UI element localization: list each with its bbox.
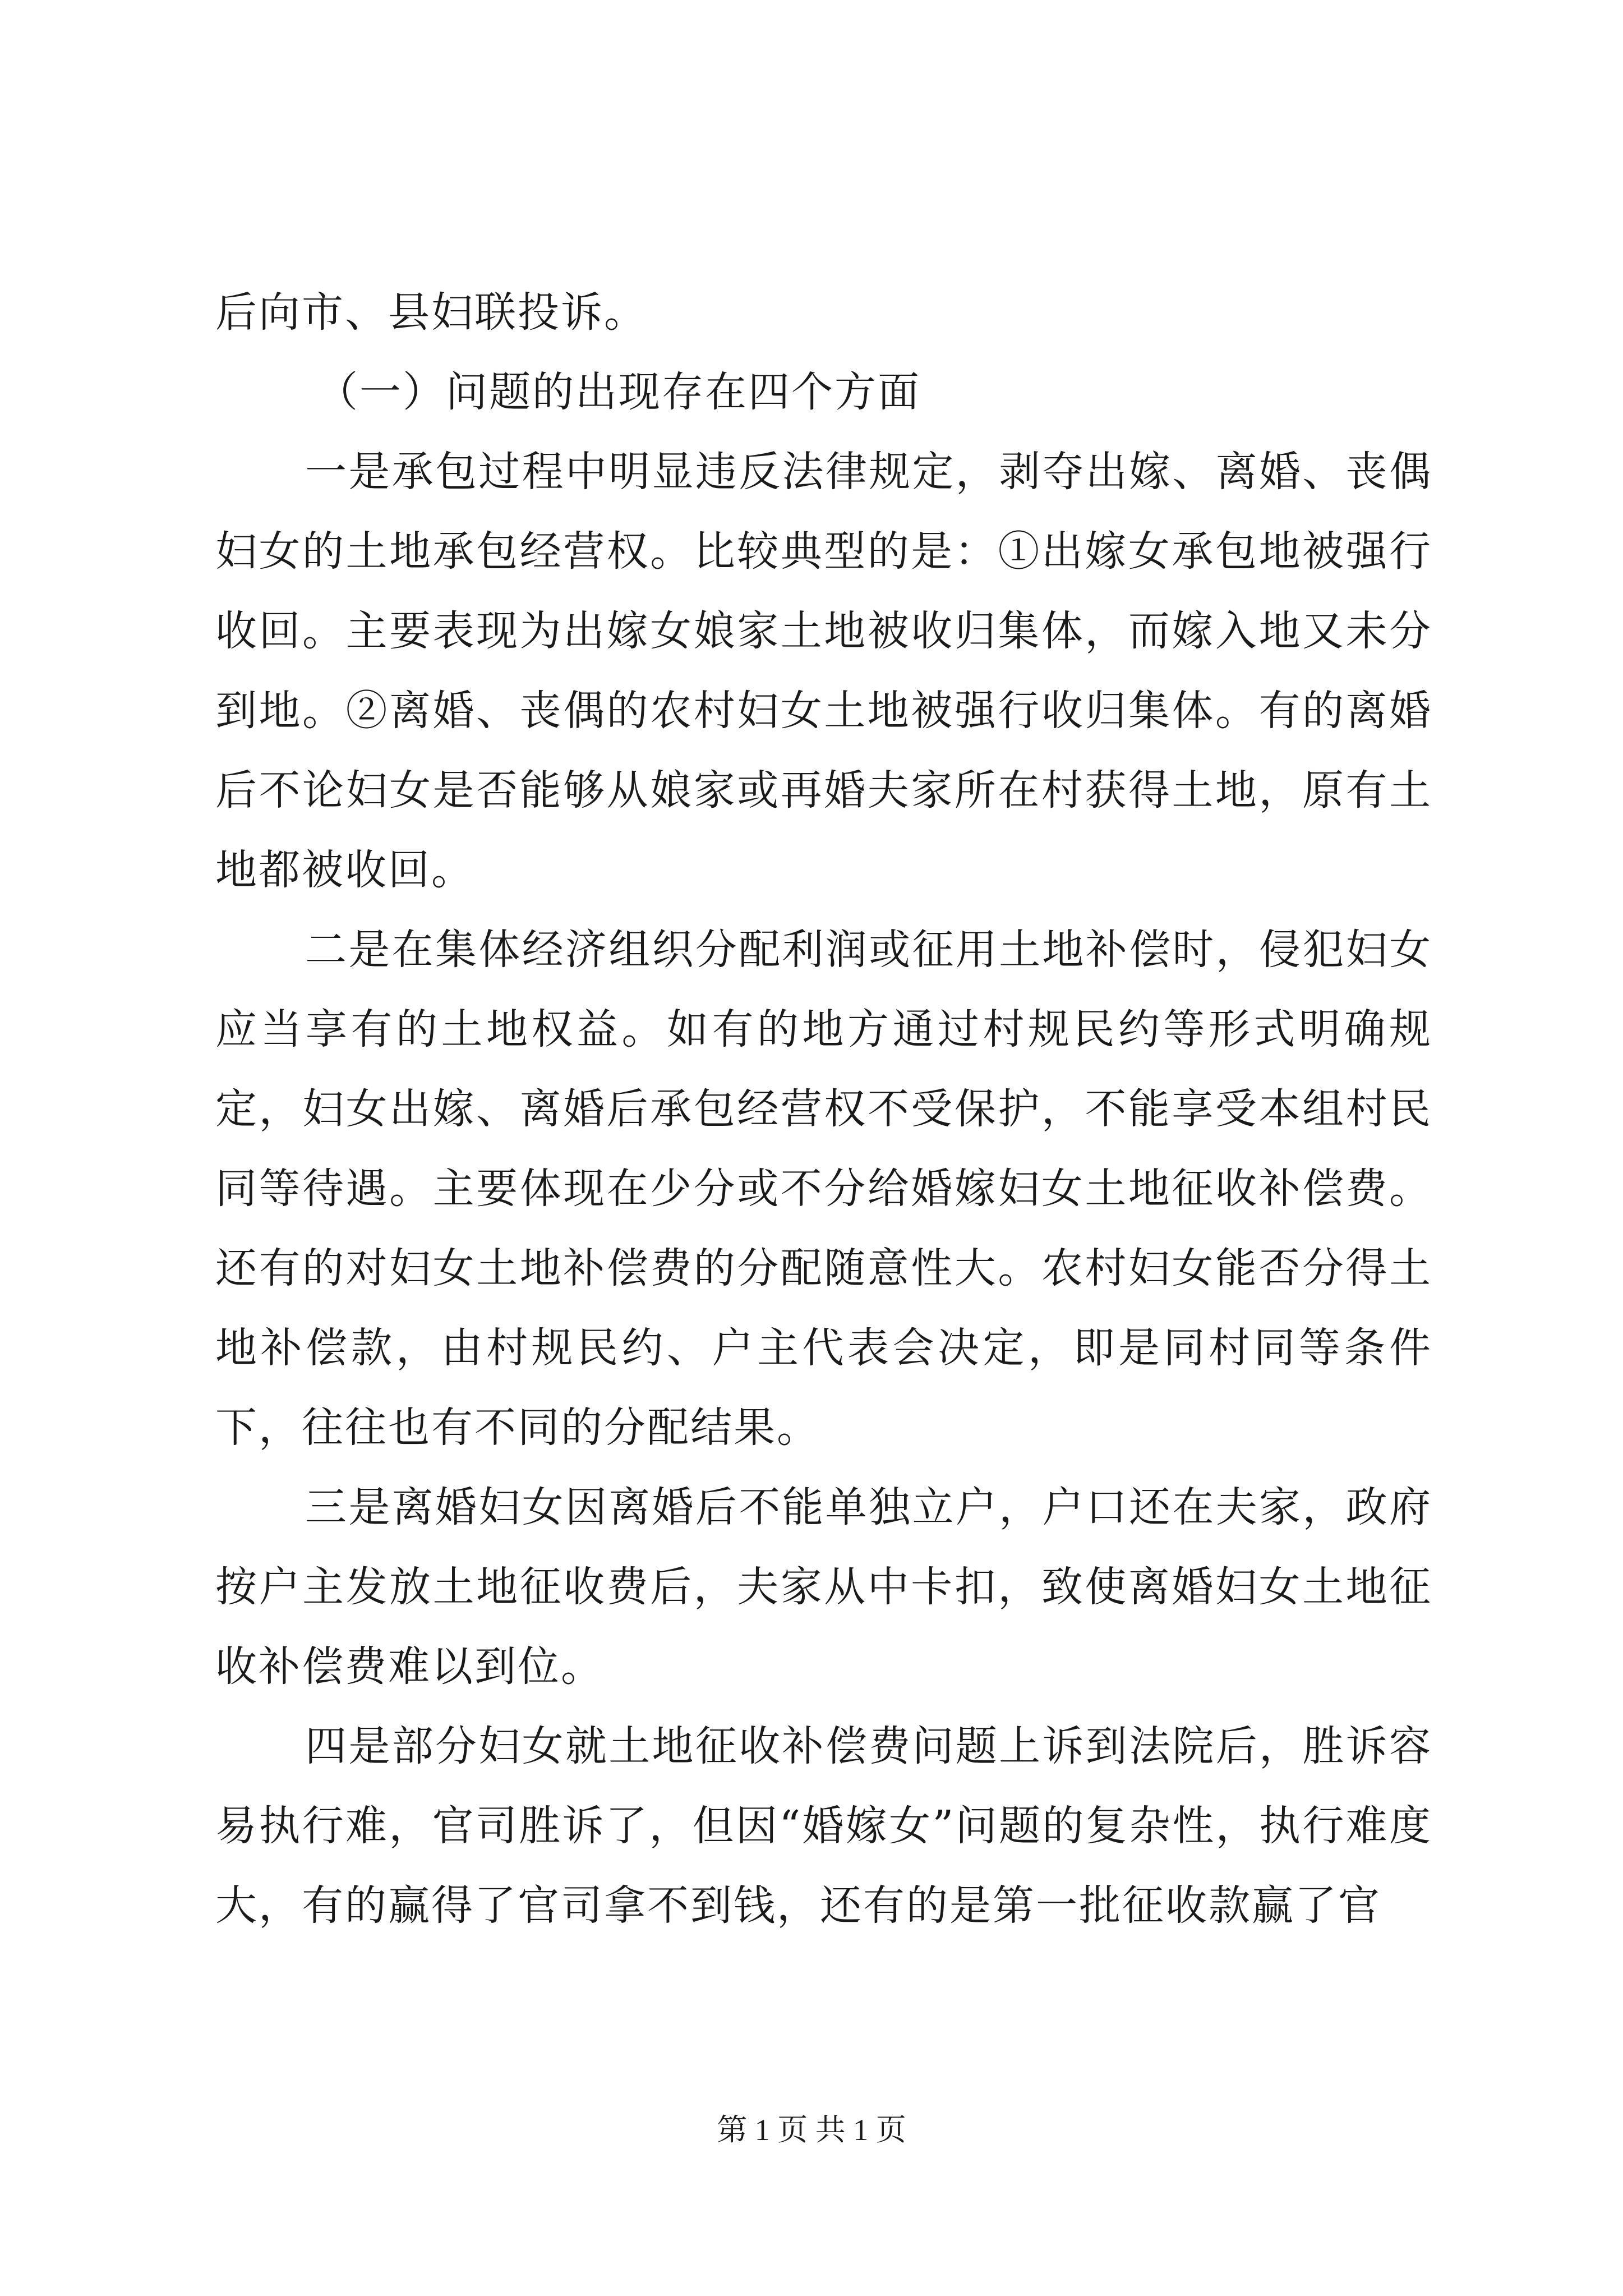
page-number-footer: 第 1 页 共 1 页 [717, 2113, 906, 2147]
paragraph-point-four: 四是部分妇女就土地征收补偿费问题上诉到法院后，胜诉容易执行难，官司胜诉了，但因“婚嫁女”问题的复杂性，执行难度大，有的赢得了官司拿不到钱，还有的是第一批征收款赢了官 [215, 1722, 1432, 1930]
section-heading: （一）问题的出现存在四个方面 [316, 368, 921, 416]
document-body [215, 273, 1432, 1945]
paragraph-point-two: 二是在集体经济组织分配利润或征用土地补偿时，侵犯妇女应当享有的土地权益。如有的地方通过村规民约等形式明确规定，妇女出嫁、离婚后承包经营权不受保护，不能享受本组村民同等待遇。主要体现在少分或不分给婚嫁妇女土地征收补偿费。还有的对妇女土地补偿费的分配随意性大。农村妇女能否分得土地补偿款，由村规民约、户主代表会决定，即是同村同等条件下，往往也有不同的分配结果。 [215, 926, 1432, 1452]
paragraph-point-three: 三是离婚妇女因离婚后不能单独立户，户口还在夫家，政府按户主发放土地征收费后，夫家从中卡扣，致使离婚妇女土地征收补偿费难以到位。 [215, 1483, 1432, 1691]
paragraph-point-one: 一是承包过程中明显违反法律规定，剥夺出嫁、离婚、丧偶妇女的土地承包经营权。比较典型的是：①出嫁女承包地被强行收回。主要表现为出嫁女娘家土地被收归集体，而嫁入地又未分到地。②离婚、丧偶的农村妇女土地被强行收归集体。有的离婚后不论妇女是否能够从娘家或再婚夫家所在村获得土地，原有土地都被收回。 [215, 448, 1432, 894]
paragraph-continuation: 后向市、县妇联投诉。 [215, 288, 647, 337]
